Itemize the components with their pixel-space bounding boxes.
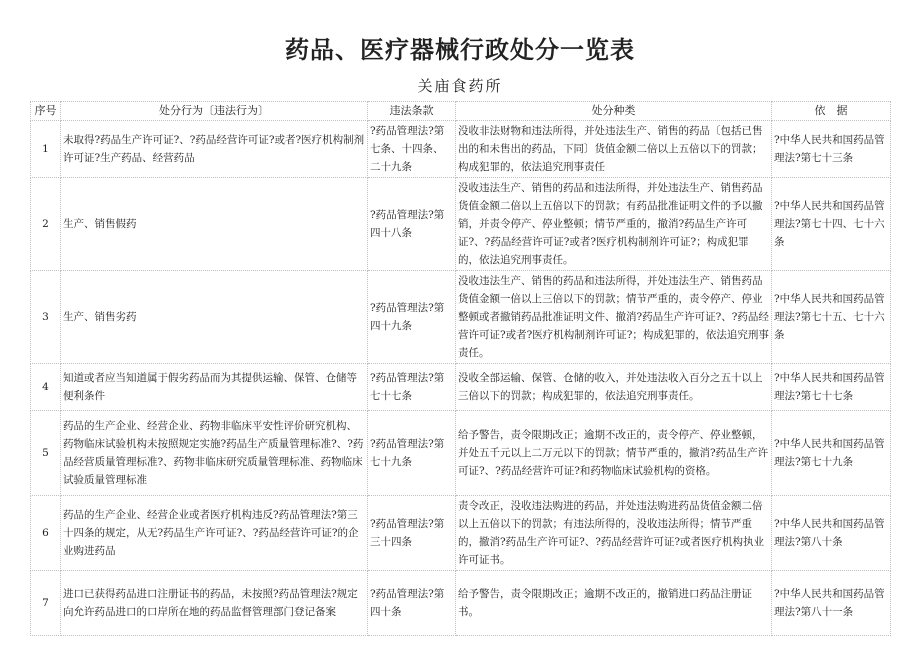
row-clause: ?药品管理法?第七十九条 [368,411,456,496]
row-violation: 进口已获得药品进口注册证书的药品，未按照?药品管理法?规定向允许药品进口的口岸所在地的药品监督管理部门登记备案 [61,571,368,636]
row-clause: ?药品管理法?第四十条 [368,571,456,636]
row-penalty: 给予警告，责令限期改正；逾期不改正的，撤销进口药品注册证书。 [456,571,772,636]
page-title: 药品、医疗器械行政处分一览表 [285,36,635,64]
table-row [31,121,891,178]
row-violation: 生产、销售劣药 [61,271,368,364]
table-header-row [31,102,891,121]
row-number: 3 [31,271,61,364]
table-row [31,271,891,364]
row-violation: 生产、销售假药 [61,178,368,271]
header-violation: 处分行为〔违法行为〕 [61,102,368,121]
table-row [31,496,891,571]
row-basis: ?中华人民共和国药品管理法?第七十七条 [772,364,891,411]
row-basis: ?中华人民共和国药品管理法?第七十五、七十六条 [772,271,891,364]
header-number: 序号 [31,102,61,121]
table-row [31,411,891,496]
row-penalty: 没收违法生产、销售的药品和违法所得，并处违法生产、销售药品货值金额一倍以上三倍以下的罚款；情节严重的，责令停产、停业整顿或者撤销药品批准证明文件、撤消?药品生产许可证?、?药品经营许可证?或者?医疗机构制剂许可证?；构成犯罪的，依法追究刑事责任。 [456,271,772,364]
row-violation: 药品的生产企业、经营企业或者医疗机构违反?药品管理法?第三十四条的规定，从无?药品生产许可证?、?药品经营许可证?的企业购进药品 [61,496,368,571]
row-number: 4 [31,364,61,411]
page-subtitle: 关庙食药所 [417,77,503,95]
penalty-table [30,101,891,636]
row-penalty: 没收全部运输、保管、仓储的收入，并处违法收入百分之五十以上三倍以下的罚款；构成犯罪的，依法追究刑事责任。 [456,364,772,411]
table-row [31,178,891,271]
row-basis: ?中华人民共和国药品管理法?第八十一条 [772,571,891,636]
table-row [31,571,891,636]
row-number: 1 [31,121,61,178]
header-penalty: 处分种类 [456,102,772,121]
table-row [31,364,891,411]
row-number: 6 [31,496,61,571]
row-violation: 药品的生产企业、经营企业、药物非临床平安性评价研究机构、药物临床试验机构未按照规定实施?药品生产质量管理标准?、?药品经营质量管理标准?、药物非临床研究质量管理标准、药物临床试验质量管理标准 [61,411,368,496]
row-number: 5 [31,411,61,496]
row-penalty: 给予警告，责令限期改正；逾期不改正的，责令停产、停业整顿，并处五千元以上二万元以下的罚款；情节严重的，撤消?药品生产许可证?、?药品经营许可证?和药物临床试验机构的资格。 [456,411,772,496]
row-basis: ?中华人民共和国药品管理法?第七十九条 [772,411,891,496]
row-number: 2 [31,178,61,271]
row-clause: ?药品管理法?第三十四条 [368,496,456,571]
row-clause: ?药品管理法?第七条、十四条、二十九条 [368,121,456,178]
header-basis: 依 据 [772,102,891,121]
row-basis: ?中华人民共和国药品管理法?第八十条 [772,496,891,571]
row-basis: ?中华人民共和国药品管理法?第七十四、七十六条 [772,178,891,271]
row-clause: ?药品管理法?第四十九条 [368,271,456,364]
row-penalty: 责令改正，没收违法购进的药品，并处违法购进药品货值金额二倍以上五倍以下的罚款；有违法所得的，没收违法所得；情节严重的，撤消?药品生产许可证?、?药品经营许可证?或者医疗机构执业许可证书。 [456,496,772,571]
row-basis: ?中华人民共和国药品管理法?第七十三条 [772,121,891,178]
row-clause: ?药品管理法?第七十七条 [368,364,456,411]
row-penalty: 没收非法财物和违法所得，并处违法生产、销售的药品〔包括已售出的和未售出的药品，下同〕货值金额二倍以上五倍以下的罚款；构成犯罪的，依法追究刑事责任 [456,121,772,178]
row-clause: ?药品管理法?第四十八条 [368,178,456,271]
row-violation: 知道或者应当知道属于假劣药品而为其提供运输、保管、仓储等便利条件 [61,364,368,411]
row-violation: 未取得?药品生产许可证?、?药品经营许可证?或者?医疗机构制剂许可证?生产药品、经营药品 [61,121,368,178]
row-penalty: 没收违法生产、销售的药品和违法所得，并处违法生产、销售药品货值金额二倍以上五倍以下的罚款；有药品批准证明文件的予以撤销，并责令停产、停业整顿；情节严重的，撤消?药品生产许可证?、?药品经营许可证?或者?医疗机构制剂许可证?；构成犯罪的，依法追究刑事责任。 [456,178,772,271]
header-clause: 违法条款 [368,102,456,121]
row-number: 7 [31,571,61,636]
